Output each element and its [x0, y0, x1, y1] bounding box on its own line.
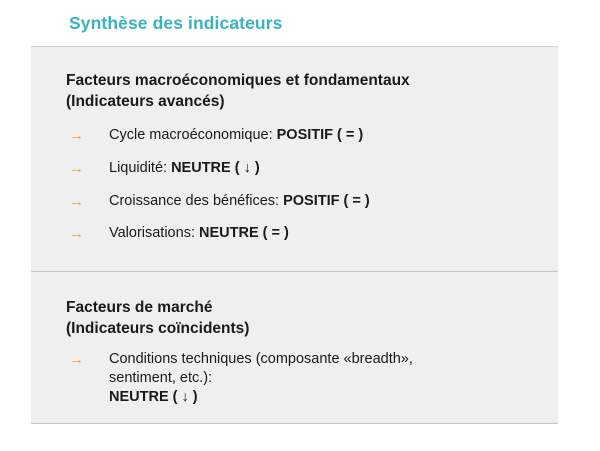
indicator-summary-box [31, 46, 558, 424]
arrow-right-icon: → [69, 225, 84, 242]
arrow-right-icon: → [69, 193, 84, 210]
page-title: Synthèse des indicateurs [69, 13, 283, 33]
item-value: NEUTRE ( ↓ ) [171, 160, 260, 176]
section-subtitle-line: (Indicateurs avancés) [66, 93, 225, 110]
item-text [109, 224, 289, 243]
section-divider [31, 271, 558, 272]
arrow-right-icon: → [69, 351, 84, 368]
section-title-macro [66, 70, 410, 112]
item-value: NEUTRE ( = ) [199, 225, 289, 241]
section-title-market [66, 297, 249, 339]
item-text [109, 159, 260, 178]
section-title-line: Facteurs macroéconomiques et fondamentaux [66, 72, 410, 89]
item-text [109, 350, 413, 407]
arrow-right-icon: → [69, 127, 84, 144]
item-value: POSITIF ( = ) [283, 193, 370, 209]
item-label: Valorisations: [109, 225, 199, 241]
item-label: Croissance des bénéfices: [109, 193, 284, 209]
section-subtitle-line: (Indicateurs coïncidents) [66, 320, 250, 337]
item-text [109, 192, 370, 211]
item-text [109, 126, 363, 145]
item-label-line: Conditions techniques (composante «breadth», [109, 351, 413, 367]
item-value: POSITIF ( = ) [276, 127, 364, 143]
item-label: Liquidité: [109, 160, 172, 176]
item-value: NEUTRE ( ↓ ) [109, 389, 198, 405]
item-label: Cycle macroéconomique: [109, 127, 277, 143]
item-label-line: sentiment, etc.): [109, 370, 213, 386]
section-title-line: Facteurs de marché [66, 299, 213, 316]
arrow-right-icon: → [69, 160, 84, 177]
